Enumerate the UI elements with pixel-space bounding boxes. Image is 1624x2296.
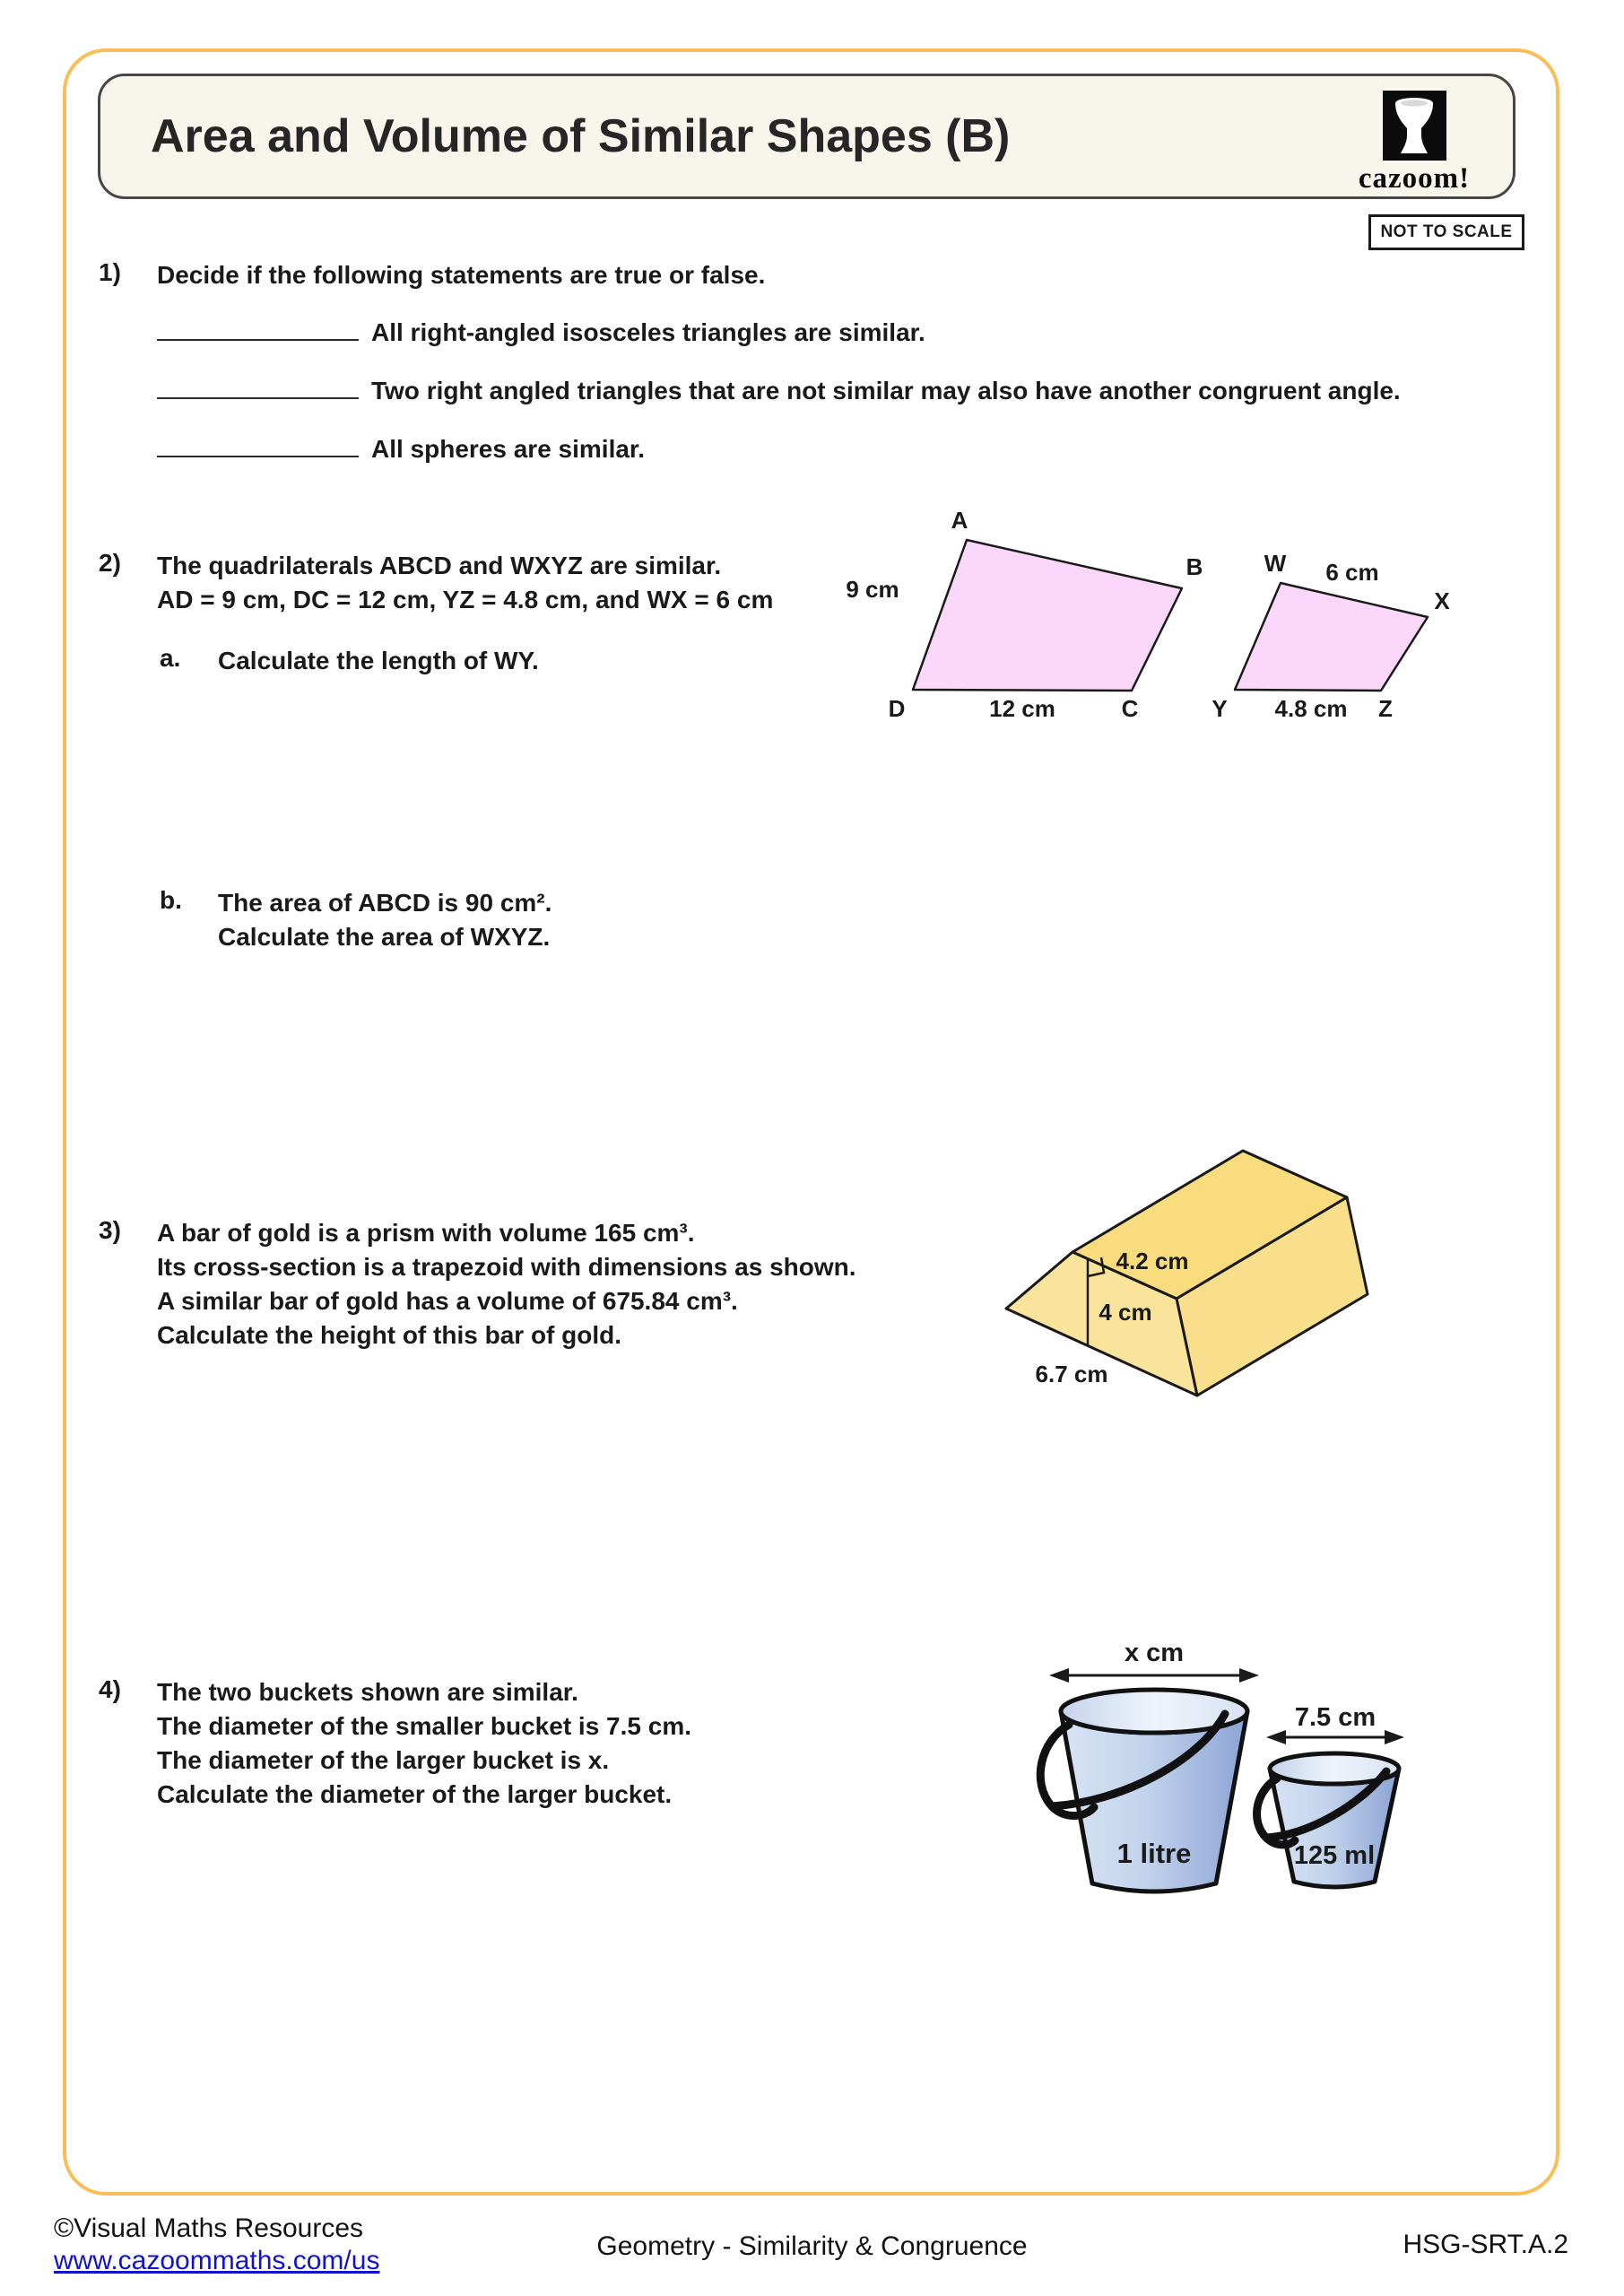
q4-line1: The two buckets shown are similar. [157,1678,578,1706]
vertex-label: B [1185,553,1203,580]
arrowhead-right [1239,1668,1259,1683]
statement-text: All right-angled isosceles triangles are similar. [371,318,925,346]
q4-line3: The diameter of the larger bucket is x. [157,1746,610,1774]
buckets-diagram [1022,1637,1435,1915]
q1-statement-row [157,374,1401,405]
q3-line4: Calculate the height of this bar of gold. [157,1321,622,1349]
quadrilaterals-diagram [834,489,1480,731]
side-label: 12 cm [989,695,1055,722]
q3-line2: Its cross-section is a trapezoid with dimensions as shown. [157,1253,856,1281]
q2b-text [218,886,551,954]
cazoom-logo [1351,91,1477,196]
title-box [98,74,1515,199]
q2b-line1: The area of ABCD is 90 cm². [218,889,552,917]
footer-standard-code: HSG-SRT.A.2 [1403,2230,1568,2259]
q4-line4: Calculate the diameter of the larger bucket. [157,1780,673,1808]
q2b-line2: Calculate the area of WXYZ. [218,923,551,951]
q2-line1: The quadrilaterals ABCD and WXYZ are similar. [157,552,722,579]
answer-blank [157,316,359,341]
q2a-text: Calculate the length of WY. [218,647,539,674]
vertex-label: D [888,695,906,722]
vertex-label: A [951,507,968,534]
statement-text: Two right angled triangles that are not similar may also have another congruent angle. [371,377,1401,404]
q4-number: 4) [99,1675,121,1703]
volume-label: 125 ml [1293,1841,1376,1870]
not-to-scale-badge: NOT TO SCALE [1368,214,1524,250]
dimension-label: 4.2 cm [1116,1248,1189,1274]
q1-prompt: Decide if the following statements are true or false. [157,261,766,289]
footer-link[interactable]: www.cazoommaths.com/us [54,2246,380,2275]
quad-abcd [913,540,1182,691]
q3-number: 3) [99,1216,121,1244]
q2-number: 2) [99,549,121,577]
q2a-label: a. [160,644,181,672]
diameter-label: x cm [1124,1639,1185,1667]
gold-bar-diagram [968,1126,1399,1417]
vertex-label: X [1434,587,1450,614]
q4-line2: The diameter of the smaller bucket is 7.5 cm. [157,1712,691,1740]
arrowhead-left [1049,1668,1069,1683]
volume-label: 1 litre [1116,1838,1192,1869]
statement-text: All spheres are similar. [371,435,646,463]
quad-wxyz [1235,583,1428,691]
footer-copyright: ©Visual Maths Resources [54,2213,364,2243]
q3-line3: A similar bar of gold has a volume of 675.84 cm³. [157,1287,738,1315]
vertex-label: W [1264,550,1287,577]
vertex-label: C [1121,695,1139,722]
side-label: 9 cm [846,576,899,603]
side-label: 6 cm [1325,559,1379,586]
vertex-label: Y [1211,695,1228,722]
q2b-label: b. [160,886,182,914]
logo-wordmark: cazoom! [1358,162,1471,195]
q1-statement-row [157,432,645,464]
q1-statement-row [157,316,925,347]
answer-blank [157,374,359,399]
q1-number: 1) [99,258,121,286]
q2-body [157,549,773,617]
vertex-label: Z [1378,695,1393,722]
footer-topic: Geometry - Similarity & Congruence [596,2231,1028,2261]
q2-line2: AD = 9 cm, DC = 12 cm, YZ = 4.8 cm, and WX = 6 cm [157,586,774,613]
dimension-label: 6.7 cm [1035,1361,1108,1387]
q3-body [157,1216,856,1352]
arrowhead-left [1266,1730,1286,1744]
page-title: Area and Volume of Similar Shapes (B) [151,110,1011,162]
arrowhead-right [1385,1730,1404,1744]
diameter-label: 7.5 cm [1294,1703,1376,1732]
dimension-label: 4 cm [1099,1299,1152,1326]
q3-line1: A bar of gold is a prism with volume 165 cm³. [157,1219,695,1247]
answer-blank [157,432,359,457]
side-label: 4.8 cm [1274,695,1348,722]
drum-icon [1383,91,1446,161]
q4-body [157,1675,691,1812]
